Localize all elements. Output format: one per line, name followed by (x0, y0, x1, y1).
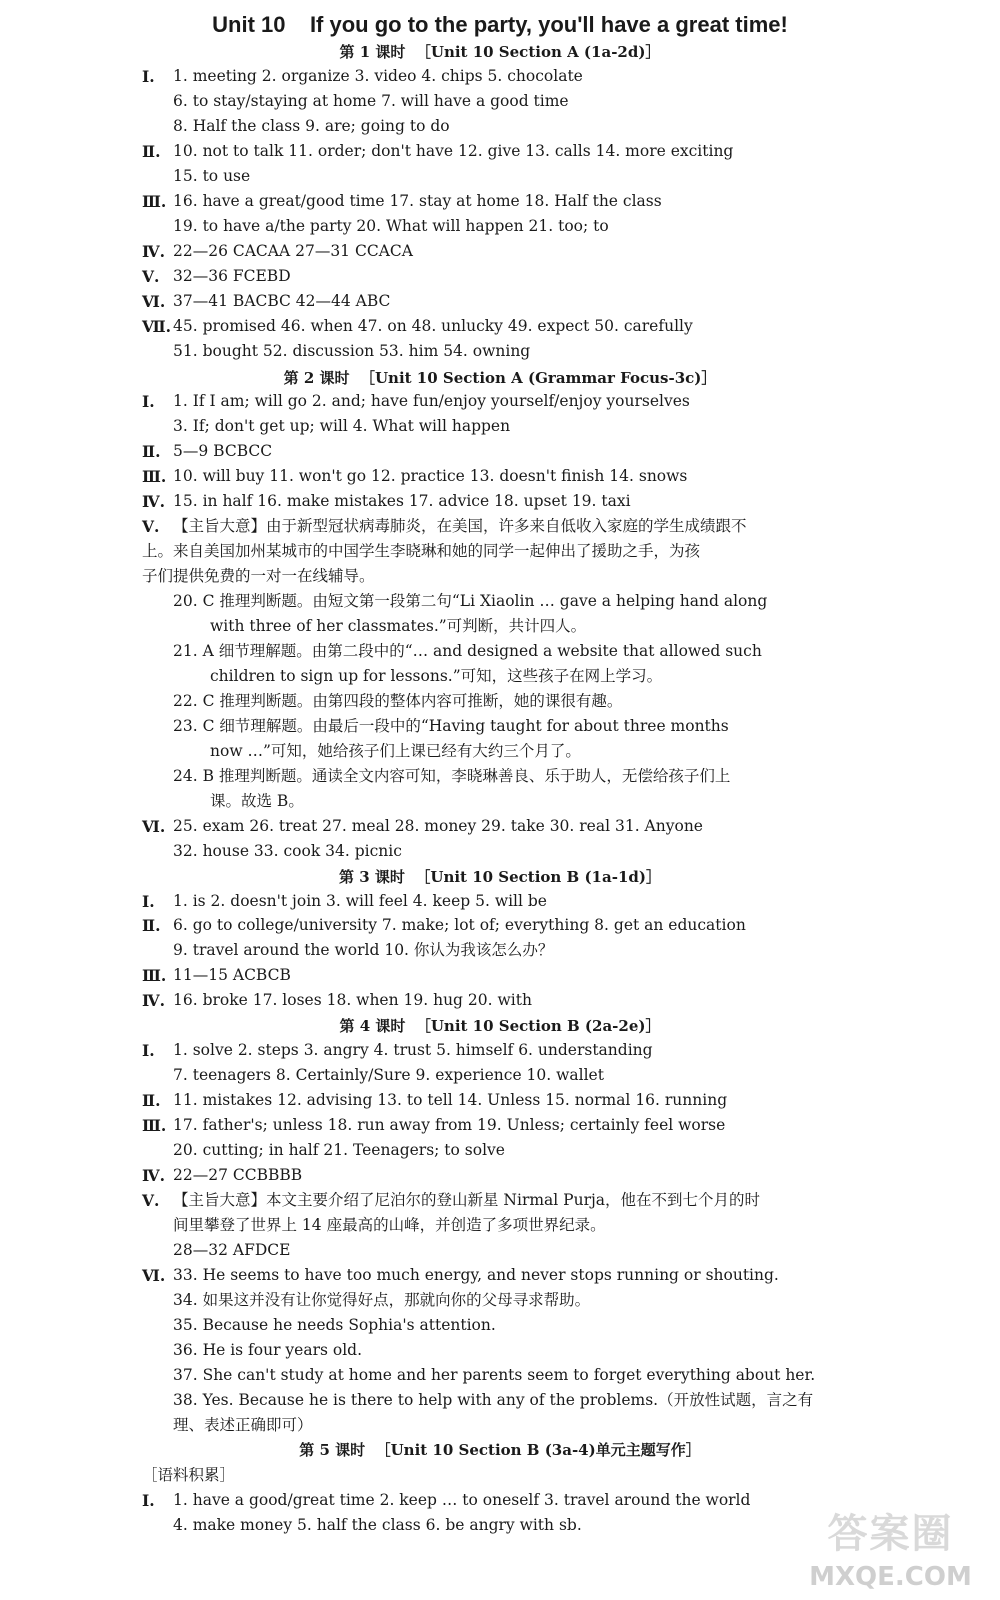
answer-line (0, 1138, 1000, 1163)
answer-line (0, 464, 1000, 489)
answer-line (0, 1063, 1000, 1088)
answer-line (0, 389, 1000, 414)
answer-text: ［语料积累］ (142, 1466, 236, 1484)
answer-text: 20. C 推理判断题。由短文第一段第二句“Li Xiaolin … gave a helping hand along (173, 592, 768, 610)
answer-line (0, 139, 1000, 164)
answer-text: 1. is 2. doesn't join 3. will feel 4. keep 5. will be (173, 892, 547, 910)
section-numeral: Ⅰ. (142, 67, 155, 86)
answer-line (0, 789, 1000, 814)
answer-text: 6. go to college/university 7. make; lot of; everything 8. get an education (173, 916, 746, 934)
answer-text: 16. have a great/good time 17. stay at home 18. Half the class (173, 192, 662, 210)
answer-text: 28—32 AFDCE (173, 1241, 291, 1259)
answer-text: 理、表述正确即可） (173, 1416, 313, 1434)
answer-line (0, 314, 1000, 339)
answer-text: 间里攀登了世界上 14 座最高的山峰，并创造了多项世界纪录。 (173, 1216, 606, 1234)
answer-text: 【主旨大意】由于新型冠状病毒肺炎，在美国，许多来自低收入家庭的学生成绩跟不 (173, 517, 747, 535)
section-numeral: Ⅰ. (142, 1041, 155, 1060)
answer-line (0, 289, 1000, 314)
answer-line (0, 264, 1000, 289)
answer-line (0, 1163, 1000, 1188)
answer-text: 【主旨大意】本文主要介绍了尼泊尔的登山新星 Nirmal Purja，他在不到七个月的时 (173, 1191, 761, 1209)
lesson-heading-5: 第 5 课时 ［Unit 10 Section B (3a-4)单元主题写作］ (299, 1441, 701, 1459)
section-numeral: Ⅲ. (142, 192, 167, 211)
answer-line (0, 963, 1000, 988)
watermark-bottom-text: MXQE.COM (809, 1562, 972, 1592)
section-numeral: Ⅵ. (142, 292, 166, 311)
answer-line (0, 539, 1000, 564)
section-numeral: Ⅶ. (142, 317, 172, 336)
answer-text: 1. have a good/great time 2. keep … to oneself 3. travel around the world (173, 1491, 751, 1509)
answer-line (0, 564, 1000, 589)
answer-text: 11. mistakes 12. advising 13. to tell 14. Unless 15. normal 16. running (173, 1091, 728, 1109)
section-numeral: Ⅴ. (142, 517, 160, 536)
answer-text: 1. If I am; will go 2. and; have fun/enjoy yourself/enjoy yourselves (173, 392, 690, 410)
answer-line (0, 1313, 1000, 1338)
answer-text: 10. will buy 11. won't go 12. practice 13. doesn't finish 14. snows (173, 467, 688, 485)
section-numeral: Ⅲ. (142, 467, 167, 486)
answer-line (0, 114, 1000, 139)
answer-text: 20. cutting; in half 21. Teenagers; to solve (173, 1141, 505, 1159)
answer-text: 21. A 细节理解题。由第二段中的“… and designed a website that allowed such (173, 642, 762, 660)
section-numeral: Ⅰ. (142, 892, 155, 911)
answer-line (0, 1113, 1000, 1138)
answer-text: 7. teenagers 8. Certainly/Sure 9. experience 10. wallet (173, 1066, 604, 1084)
answer-line (0, 189, 1000, 214)
answer-line (0, 1338, 1000, 1363)
answer-line (0, 489, 1000, 514)
section-numeral: Ⅰ. (142, 1491, 155, 1510)
answer-text: now …”可知，她给孩子们上课已经有大约三个月了。 (210, 742, 581, 760)
answer-line (0, 1288, 1000, 1313)
answer-line (0, 1238, 1000, 1263)
answer-line (0, 639, 1000, 664)
section-numeral: Ⅱ. (142, 442, 161, 461)
answer-text: 5—9 BCBCC (173, 442, 273, 460)
answer-line (0, 1088, 1000, 1113)
answer-line (0, 739, 1000, 764)
answer-text: 课。故选 B。 (210, 792, 304, 810)
answer-line (0, 214, 1000, 239)
section-numeral: Ⅴ. (142, 1191, 160, 1210)
answer-line (0, 414, 1000, 439)
answer-text: 22. C 推理判断题。由第四段的整体内容可推断，她的课很有趣。 (173, 692, 623, 710)
answer-text: 8. Half the class 9. are; going to do (173, 117, 450, 135)
answer-line (0, 938, 1000, 963)
answer-text: 15. in half 16. make mistakes 17. advice 18. upset 19. taxi (173, 492, 631, 510)
section-numeral: Ⅵ. (142, 817, 166, 836)
section-numeral: Ⅱ. (142, 1091, 161, 1110)
answer-line (0, 339, 1000, 364)
answer-line (0, 1463, 1000, 1488)
section-numeral: Ⅴ. (142, 267, 160, 286)
answer-text: 22—26 CACAA 27—31 CCACA (173, 242, 413, 260)
section-numeral: Ⅲ. (142, 966, 167, 985)
answer-text: children to sign up for lessons.”可知，这些孩子在网上学习。 (210, 667, 663, 685)
answer-text: 1. meeting 2. organize 3. video 4. chips 5. chocolate (173, 67, 583, 85)
answer-text: 11—15 ACBCB (173, 966, 291, 984)
answer-text: 34. 如果这并没有让你觉得好点，那就向你的父母寻求帮助。 (173, 1291, 591, 1309)
answer-text: 45. promised 46. when 47. on 48. unlucky 49. expect 50. carefully (173, 317, 693, 335)
section-numeral: Ⅱ. (142, 142, 161, 161)
section-numeral: Ⅱ. (142, 916, 161, 935)
answer-text: 24. B 推理判断题。通读全文内容可知，李晓琳善良、乐于助人，无偿给孩子们上 (173, 767, 731, 785)
answer-text: 37—41 BACBC 42—44 ABC (173, 292, 391, 310)
answer-line (0, 814, 1000, 839)
answer-line (0, 589, 1000, 614)
answer-text: 子们提供免费的一对一在线辅导。 (142, 567, 375, 585)
watermark-top-text: 答案圈 (827, 1511, 954, 1557)
answer-line (0, 664, 1000, 689)
answer-line (0, 1363, 1000, 1388)
answer-text: 51. bought 52. discussion 53. him 54. owning (173, 342, 531, 360)
answer-text: 17. father's; unless 18. run away from 19. Unless; certainly feel worse (173, 1116, 726, 1134)
answer-text: 上。来自美国加州某城市的中国学生李晓琳和她的同学一起伸出了援助之手，为孩 (142, 542, 701, 560)
lesson-heading-3: 第 3 课时 ［Unit 10 Section B (1a-1d)］ (339, 868, 661, 886)
section-numeral: Ⅰ. (142, 392, 155, 411)
answer-text: 35. Because he needs Sophia's attention. (173, 1316, 496, 1334)
answer-text: 37. She can't study at home and her parents seem to forget everything about her. (173, 1366, 816, 1384)
answer-line (0, 1413, 1000, 1438)
answer-text: 19. to have a/the party 20. What will happen 21. too; to (173, 217, 609, 235)
answer-text: 1. solve 2. steps 3. angry 4. trust 5. himself 6. understanding (173, 1041, 653, 1059)
lesson-heading-1: 第 1 课时 ［Unit 10 Section A (1a-2d)］ (339, 43, 661, 61)
answer-line (0, 1388, 1000, 1413)
answer-line (0, 614, 1000, 639)
answer-text: 22—27 CCBBBB (173, 1166, 303, 1184)
lesson-heading-4: 第 4 课时 ［Unit 10 Section B (2a-2e)］ (339, 1017, 661, 1035)
answer-line (0, 1188, 1000, 1213)
section-numeral: Ⅲ. (142, 1116, 167, 1135)
answer-text: 16. broke 17. loses 18. when 19. hug 20. with (173, 991, 532, 1009)
answer-line (0, 988, 1000, 1013)
answer-line (0, 164, 1000, 189)
answer-line (0, 89, 1000, 114)
answer-line (0, 913, 1000, 938)
lesson-heading-2: 第 2 课时 ［Unit 10 Section A (Grammar Focus-3c)］ (283, 369, 717, 387)
answer-text: 3. If; don't get up; will 4. What will happen (173, 417, 511, 435)
answer-text: 33. He seems to have too much energy, and never stops running or shouting. (173, 1266, 779, 1284)
answer-line (0, 1038, 1000, 1063)
answer-text: with three of her classmates.”可判断，共计四人。 (210, 617, 587, 635)
unit-title: Unit 10 If you go to the party, you'll have a great time! (212, 12, 788, 37)
section-numeral: Ⅵ. (142, 1266, 166, 1285)
answer-line (0, 764, 1000, 789)
answer-line (0, 839, 1000, 864)
answer-text: 36. He is four years old. (173, 1341, 363, 1359)
answer-line (0, 239, 1000, 264)
answer-line (0, 1263, 1000, 1288)
answer-line (0, 689, 1000, 714)
answer-text: 6. to stay/staying at home 7. will have a good time (173, 92, 569, 110)
answer-text: 32—36 FCEBD (173, 267, 291, 285)
answer-line (0, 714, 1000, 739)
answer-text: 15. to use (173, 167, 251, 185)
watermark-logo (803, 1502, 978, 1592)
section-numeral: Ⅳ. (142, 242, 165, 261)
answer-text: 4. make money 5. half the class 6. be angry with sb. (173, 1516, 582, 1534)
section-numeral: Ⅳ. (142, 1166, 165, 1185)
answer-text: 25. exam 26. treat 27. meal 28. money 29. take 30. real 31. Anyone (173, 817, 703, 835)
answer-text: 32. house 33. cook 34. picnic (173, 842, 402, 860)
section-numeral: Ⅳ. (142, 492, 165, 511)
answer-line (0, 439, 1000, 464)
answer-line (0, 64, 1000, 89)
answer-text: 38. Yes. Because he is there to help with any of the problems.（开放性试题，言之有 (173, 1391, 814, 1409)
answer-line (0, 889, 1000, 914)
answer-text: 10. not to talk 11. order; don't have 12. give 13. calls 14. more exciting (173, 142, 734, 160)
answer-line (0, 1213, 1000, 1238)
answer-text: 23. C 细节理解题。由最后一段中的“Having taught for about three months (173, 717, 729, 735)
section-numeral: Ⅳ. (142, 991, 165, 1010)
answer-line (0, 514, 1000, 539)
answer-text: 9. travel around the world 10. 你认为我该怎么办？ (173, 941, 554, 959)
